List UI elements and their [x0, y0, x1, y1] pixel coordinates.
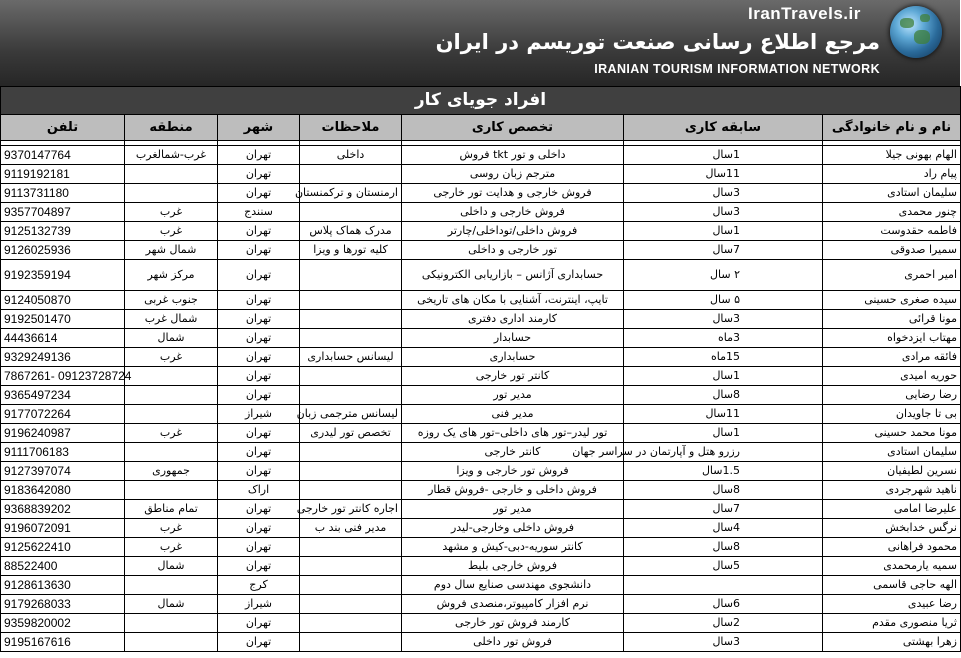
- region-cell: شمال: [125, 557, 218, 576]
- region-cell: [125, 614, 218, 633]
- region-cell: [125, 165, 218, 184]
- phone-cell: 9329249136: [1, 348, 125, 367]
- region-cell: غرب: [125, 222, 218, 241]
- notes-cell: [300, 291, 402, 310]
- notes-cell: اجاره کانتر تور خارجی: [300, 500, 402, 519]
- phone-cell: 9368839202: [1, 500, 125, 519]
- table-row: [1, 500, 961, 519]
- name-cell: محمود فراهانی: [823, 538, 961, 557]
- region-cell: تمام مناطق: [125, 500, 218, 519]
- name-cell: سمیرا صدوقی: [823, 241, 961, 260]
- notes-cell: [300, 329, 402, 348]
- experience-cell: 7سال: [624, 241, 823, 260]
- table-row: [1, 260, 961, 291]
- experience-cell: 1سال: [624, 424, 823, 443]
- specialty-cell: کانتر خارجی: [402, 443, 624, 462]
- city-cell: تهران: [218, 519, 300, 538]
- experience-cell: 3سال: [624, 633, 823, 652]
- specialty-cell: فروش داخلی وخارجی-لیدر: [402, 519, 624, 538]
- table-row: [1, 146, 961, 165]
- experience-cell: 15ماه: [624, 348, 823, 367]
- city-cell: تهران: [218, 557, 300, 576]
- table-row: [1, 386, 961, 405]
- table-row: [1, 538, 961, 557]
- city-cell: تهران: [218, 310, 300, 329]
- experience-cell: 8سال: [624, 481, 823, 500]
- name-cell: رضا عبیدی: [823, 595, 961, 614]
- specialty-cell: فروش داخلی و خارجی -فروش قطار: [402, 481, 624, 500]
- name-cell: حوریه امیدی: [823, 367, 961, 386]
- table-row: [1, 184, 961, 203]
- globe-icon: [890, 6, 942, 58]
- name-cell: الهام بهونی جیلا: [823, 146, 961, 165]
- experience-cell: 3سال: [624, 310, 823, 329]
- phone-cell: 9359820002: [1, 614, 125, 633]
- region-cell: [125, 443, 218, 462]
- city-cell: شیراز: [218, 405, 300, 424]
- phone-cell: 9126025936: [1, 241, 125, 260]
- experience-cell: 7سال: [624, 500, 823, 519]
- table-row: [1, 519, 961, 538]
- name-cell: رضا رضایی: [823, 386, 961, 405]
- phone-cell: 7867261- 09123728724: [1, 367, 125, 386]
- notes-cell: مدرک هماک پلاس: [300, 222, 402, 241]
- phone-cell: 9370147764: [1, 146, 125, 165]
- city-cell: تهران: [218, 367, 300, 386]
- name-cell: فائقه مرادی: [823, 348, 961, 367]
- experience-cell: 6سال: [624, 595, 823, 614]
- city-cell: تهران: [218, 500, 300, 519]
- table-row: [1, 310, 961, 329]
- notes-cell: [300, 538, 402, 557]
- column-header-specialty: تخصص کاری: [402, 115, 624, 141]
- experience-cell: [624, 576, 823, 595]
- phone-cell: 9124050870: [1, 291, 125, 310]
- table-row: [1, 443, 961, 462]
- specialty-cell: فروش تور خارجی و ویزا: [402, 462, 624, 481]
- region-cell: غرب: [125, 538, 218, 557]
- phone-cell: 9192359194: [1, 260, 125, 291]
- specialty-cell: مدیر فنی: [402, 405, 624, 424]
- name-cell: سیده صغری حسینی: [823, 291, 961, 310]
- phone-cell: 9125622410: [1, 538, 125, 557]
- specialty-cell: حسابدار: [402, 329, 624, 348]
- phone-cell: 9192501470: [1, 310, 125, 329]
- experience-cell: 4سال: [624, 519, 823, 538]
- city-cell: شیراز: [218, 595, 300, 614]
- specialty-cell: فروش تور داخلی: [402, 633, 624, 652]
- city-cell: تهران: [218, 146, 300, 165]
- phone-cell: 88522400: [1, 557, 125, 576]
- region-cell: شمال شهر: [125, 241, 218, 260]
- notes-cell: کلیه تورها و ویزا: [300, 241, 402, 260]
- city-cell: تهران: [218, 614, 300, 633]
- city-cell: تهران: [218, 424, 300, 443]
- phone-cell: 9113731180: [1, 184, 125, 203]
- specialty-cell: کارمند فروش تور خارجی: [402, 614, 624, 633]
- region-cell: [125, 386, 218, 405]
- name-cell: مونا محمد حسینی: [823, 424, 961, 443]
- name-cell: نسرین لطیفیان: [823, 462, 961, 481]
- region-cell: مرکز شهر: [125, 260, 218, 291]
- phone-cell: 9196072091: [1, 519, 125, 538]
- city-cell: تهران: [218, 329, 300, 348]
- city-cell: کرج: [218, 576, 300, 595]
- notes-cell: [300, 557, 402, 576]
- experience-cell: 3سال: [624, 203, 823, 222]
- region-cell: جنوب غربی: [125, 291, 218, 310]
- site-title: مرجع اطلاع رسانی صنعت توریسم در ایران: [435, 30, 880, 54]
- notes-cell: لیسانس حسابداری: [300, 348, 402, 367]
- name-cell: ناهید شهرجردی: [823, 481, 961, 500]
- phone-cell: 9125132739: [1, 222, 125, 241]
- site-url[interactable]: IranTravels.ir: [748, 4, 861, 23]
- specialty-cell: تایپ، اینترنت، آشنایی با مکان های تاریخی: [402, 291, 624, 310]
- notes-cell: [300, 367, 402, 386]
- experience-cell: 3ماه: [624, 329, 823, 348]
- region-cell: شمال: [125, 595, 218, 614]
- specialty-cell: فروش داخلی/توداخلی/چارتر: [402, 222, 624, 241]
- city-cell: تهران: [218, 291, 300, 310]
- specialty-cell: تور خارجی و داخلی: [402, 241, 624, 260]
- table-row: [1, 557, 961, 576]
- region-cell: غرب: [125, 519, 218, 538]
- name-cell: مهتاب ایزدخواه: [823, 329, 961, 348]
- notes-cell: [300, 203, 402, 222]
- phone-cell: 9195167616: [1, 633, 125, 652]
- notes-cell: [300, 165, 402, 184]
- region-cell: [125, 367, 218, 386]
- phone-cell: 9177072264: [1, 405, 125, 424]
- table-row: [1, 405, 961, 424]
- table-row: [1, 576, 961, 595]
- specialty-cell: کانتر سوریه-دبی-کیش و مشهد: [402, 538, 624, 557]
- specialty-cell: حسابداری آژانس – بازاریابی الکترونیکی: [402, 260, 624, 291]
- city-cell: تهران: [218, 184, 300, 203]
- site-subtitle: IRANIAN TOURISM INFORMATION NETWORK: [594, 62, 880, 76]
- specialty-cell: داخلی و تور tkt فروش: [402, 146, 624, 165]
- specialty-cell: کانتر تور خارجی: [402, 367, 624, 386]
- city-cell: تهران: [218, 260, 300, 291]
- experience-cell: 5سال: [624, 557, 823, 576]
- table-row: [1, 203, 961, 222]
- city-cell: اراک: [218, 481, 300, 500]
- phone-cell: 9357704897: [1, 203, 125, 222]
- phone-cell: 9183642080: [1, 481, 125, 500]
- name-cell: بی تا جاویدان: [823, 405, 961, 424]
- name-cell: ثریا منصوری مقدم: [823, 614, 961, 633]
- column-header-row: [1, 115, 961, 141]
- region-cell: شمال: [125, 329, 218, 348]
- table-row: [1, 291, 961, 310]
- column-header-region: منطقه: [125, 115, 218, 141]
- city-cell: تهران: [218, 633, 300, 652]
- region-cell: [125, 405, 218, 424]
- experience-cell: 11سال: [624, 405, 823, 424]
- name-cell: مونا قرائی: [823, 310, 961, 329]
- column-header-experience: سابقه کاری: [624, 115, 823, 141]
- notes-cell: [300, 443, 402, 462]
- phone-cell: 9119192181: [1, 165, 125, 184]
- region-cell: غرب: [125, 348, 218, 367]
- name-cell: نرگس خدابخش: [823, 519, 961, 538]
- experience-cell: 8سال: [624, 538, 823, 557]
- experience-cell: 1سال: [624, 146, 823, 165]
- table-row: [1, 329, 961, 348]
- table-row: [1, 348, 961, 367]
- name-cell: فاطمه حقدوست: [823, 222, 961, 241]
- notes-cell: داخلی: [300, 146, 402, 165]
- name-cell: سلیمان استادی: [823, 184, 961, 203]
- region-cell: غرب: [125, 203, 218, 222]
- column-header-city: شهر: [218, 115, 300, 141]
- experience-cell: 8سال: [624, 386, 823, 405]
- notes-cell: [300, 310, 402, 329]
- city-cell: تهران: [218, 165, 300, 184]
- city-cell: تهران: [218, 241, 300, 260]
- experience-cell: ۲ سال: [624, 260, 823, 291]
- column-header-name: نام و نام خانوادگی: [823, 115, 961, 141]
- name-cell: الهه حاجی قاسمی: [823, 576, 961, 595]
- notes-cell: [300, 481, 402, 500]
- city-cell: تهران: [218, 538, 300, 557]
- specialty-cell: مدیر تور: [402, 500, 624, 519]
- job-seekers-table: [0, 86, 961, 652]
- notes-cell: [300, 576, 402, 595]
- name-cell: سمیه یارمحمدی: [823, 557, 961, 576]
- table-row: [1, 633, 961, 652]
- notes-cell: [300, 260, 402, 291]
- table-body: [1, 146, 961, 652]
- experience-cell: رزرو هتل و آپارتمان در سراسر جهان: [624, 443, 823, 462]
- column-header-phone: تلفن: [1, 115, 125, 141]
- notes-cell: [300, 614, 402, 633]
- city-cell: تهران: [218, 348, 300, 367]
- table-row: [1, 165, 961, 184]
- region-cell: [125, 633, 218, 652]
- table-row: [1, 241, 961, 260]
- table-row: [1, 462, 961, 481]
- specialty-cell: حسابداری: [402, 348, 624, 367]
- table-row: [1, 222, 961, 241]
- notes-cell: مدیر فنی بند ب: [300, 519, 402, 538]
- specialty-cell: فروش خارجی بلیط: [402, 557, 624, 576]
- notes-cell: [300, 633, 402, 652]
- specialty-cell: مدیر تور: [402, 386, 624, 405]
- name-cell: امیر احمری: [823, 260, 961, 291]
- table-row: [1, 367, 961, 386]
- notes-cell: تخصص تور لیدری: [300, 424, 402, 443]
- phone-cell: 9111706183: [1, 443, 125, 462]
- name-cell: چنور محمدی: [823, 203, 961, 222]
- phone-cell: 44436614: [1, 329, 125, 348]
- notes-cell: ارمنستان و ترکمنستان: [300, 184, 402, 203]
- name-cell: زهرا بهشتی: [823, 633, 961, 652]
- phone-cell: 9179268033: [1, 595, 125, 614]
- job-seekers-table-container: [0, 86, 960, 652]
- experience-cell: ۵ سال: [624, 291, 823, 310]
- specialty-cell: مترجم زبان روسی: [402, 165, 624, 184]
- notes-cell: [300, 386, 402, 405]
- table-row: [1, 614, 961, 633]
- notes-cell: [300, 595, 402, 614]
- name-cell: علیرضا امامی: [823, 500, 961, 519]
- specialty-cell: فروش خارجی و هدایت تور خارجی: [402, 184, 624, 203]
- city-cell: تهران: [218, 462, 300, 481]
- table-title: افراد جویای کار: [1, 87, 961, 115]
- experience-cell: 1.5سال: [624, 462, 823, 481]
- phone-cell: 9127397074: [1, 462, 125, 481]
- experience-cell: 2سال: [624, 614, 823, 633]
- column-header-notes: ملاحظات: [300, 115, 402, 141]
- site-header: [0, 0, 960, 86]
- region-cell: غرب-شمالغرب: [125, 146, 218, 165]
- region-cell: [125, 576, 218, 595]
- experience-cell: 1سال: [624, 222, 823, 241]
- region-cell: شمال غرب: [125, 310, 218, 329]
- region-cell: غرب: [125, 424, 218, 443]
- specialty-cell: فروش خارجی و داخلی: [402, 203, 624, 222]
- region-cell: جمهوری: [125, 462, 218, 481]
- specialty-cell: نرم افزار کامپیوتر،منصدی فروش: [402, 595, 624, 614]
- experience-cell: 1سال: [624, 367, 823, 386]
- phone-cell: 9128613630: [1, 576, 125, 595]
- name-cell: سلیمان استادی: [823, 443, 961, 462]
- city-cell: سنندج: [218, 203, 300, 222]
- table-row: [1, 481, 961, 500]
- experience-cell: 11سال: [624, 165, 823, 184]
- region-cell: [125, 184, 218, 203]
- specialty-cell: تور لیدر–تور های داخلی–تور های یک روزه: [402, 424, 624, 443]
- table-row: [1, 424, 961, 443]
- name-cell: پیام راد: [823, 165, 961, 184]
- phone-cell: 9196240987: [1, 424, 125, 443]
- phone-cell: 9365497234: [1, 386, 125, 405]
- table-row: [1, 595, 961, 614]
- city-cell: تهران: [218, 222, 300, 241]
- specialty-cell: دانشجوی مهندسی صنایع سال دوم: [402, 576, 624, 595]
- city-cell: تهران: [218, 386, 300, 405]
- notes-cell: لیسانس مترجمی زبان: [300, 405, 402, 424]
- specialty-cell: کارمند اداری دفتری: [402, 310, 624, 329]
- experience-cell: 3سال: [624, 184, 823, 203]
- notes-cell: [300, 462, 402, 481]
- city-cell: تهران: [218, 443, 300, 462]
- region-cell: [125, 481, 218, 500]
